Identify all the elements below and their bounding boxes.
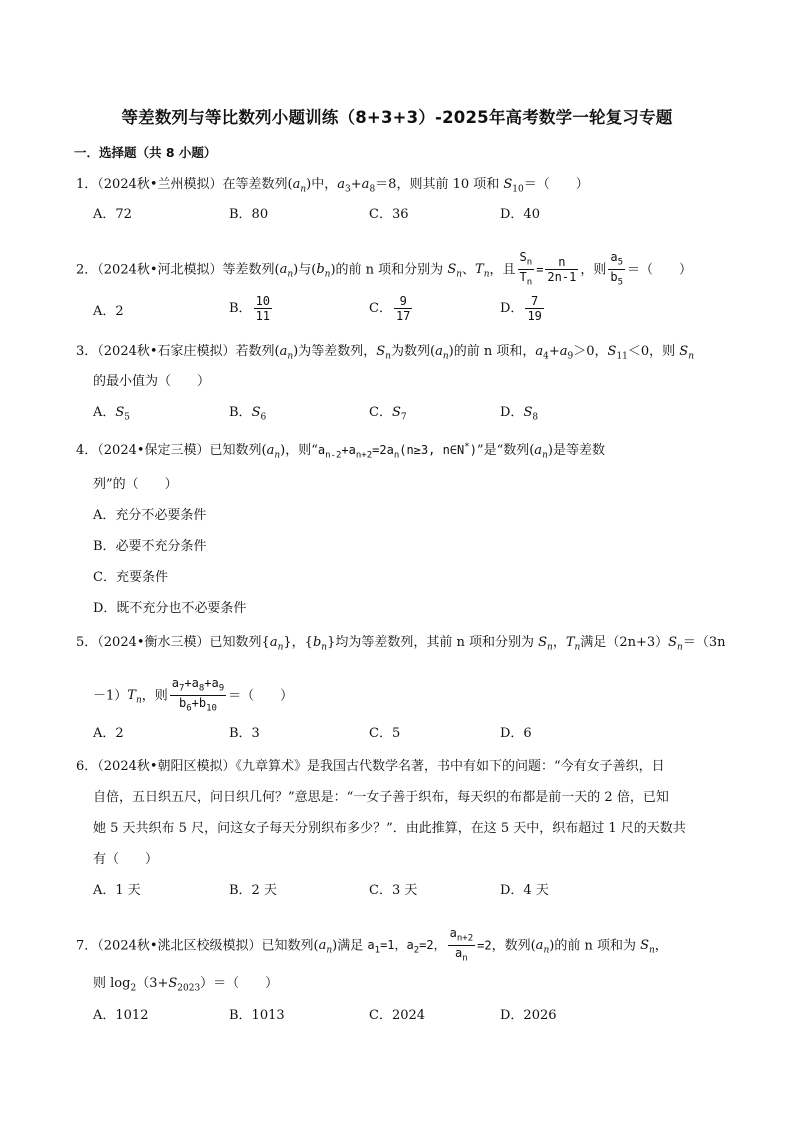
q1-option-a[interactable]: A．72: [93, 207, 132, 222]
q6-option-b[interactable]: B．2 天: [229, 883, 277, 898]
q6-option-c[interactable]: C．3 天: [369, 883, 418, 898]
q2-option-c[interactable]: C． $\frac{9}{17}$: [369, 294, 411, 323]
q4-option-b[interactable]: B．必要不充分条件: [93, 539, 207, 554]
q4-formula: $a_{n-2}+a_{n+2}=2a_n(n\ge 3$, n∈N*): [317, 442, 477, 461]
q3-option-d[interactable]: D．$S_8$: [500, 405, 539, 423]
q3-option-c[interactable]: C．$S_7$: [369, 405, 407, 423]
q1-option-c[interactable]: C．36: [369, 207, 409, 222]
question-1: 1．（2024秋•兰州模拟）在等差数列$(a_n)$中，$a_3+a_8=8$，则其前 10 项和 $S_{10}=$（ ）: [76, 177, 589, 195]
q2-ratio-fraction: $\frac{S_n}{T_n}$: [519, 250, 533, 288]
q2-option-a[interactable]: A．2: [93, 304, 124, 319]
q4-option-d[interactable]: D．既不充分也不必要条件: [93, 601, 247, 616]
q7-fraction: $\frac{a_{n+2}}{a_n}$: [449, 926, 474, 964]
q4-option-a[interactable]: A．充分不必要条件: [93, 508, 207, 523]
q2-option-b[interactable]: B． $\frac{10}{11}$: [229, 294, 271, 323]
q7-option-d[interactable]: D．2026: [500, 1008, 557, 1023]
question-5-line-2: $-1)T_n$，则 $\frac{a_7+a_8+a_9}{b_6+b_{10}}$ ＝（ ）: [93, 676, 294, 714]
q1-option-b[interactable]: B．80: [229, 207, 269, 222]
q7-option-b[interactable]: B．1013: [229, 1008, 285, 1023]
q7-option-a[interactable]: A．1012: [93, 1008, 149, 1023]
q4-option-c[interactable]: C．充要条件: [93, 570, 168, 585]
q5-option-c[interactable]: C．5: [369, 726, 401, 741]
q6-option-d[interactable]: D．4 天: [500, 883, 549, 898]
q2-n-fraction: $\frac{n}{2n-1}$: [547, 255, 577, 285]
question-6-line-2: 自倍，五日织五尺，问日织几何？”意思是：“一女子善于织布，每天织的布都是前一天的 2 倍，已知: [93, 790, 669, 805]
section-heading: 一．选择题（共 8 小题）: [74, 145, 217, 160]
question-5: 5．（2024•衡水三模）已知数列$\{a_n\}$，$\{b_n\}$均为等差数列，其前 n 项和分别为 $S_n$，$T_n$满足$(2n+3)S_n=(3n$: [76, 635, 726, 653]
question-7-line-2: 则 $\log_2(3+S_{2023})=$（ ）: [93, 976, 279, 994]
q6-option-a[interactable]: A．1 天: [93, 883, 141, 898]
page-title: 等差数列与等比数列小题训练（8+3+3）-2025年高考数学一轮复习专题: [121, 108, 673, 127]
q3-option-a[interactable]: A．$S_5$: [93, 405, 131, 423]
q5-fraction: $\frac{a_7+a_8+a_9}{b_6+b_{10}}$: [171, 676, 225, 714]
question-7: 7．（2024秋•洮北区校级模拟）已知数列$(a_n)$满足 $a_1=1$，$a_2=2$， $\frac{a_{n+2}}{a_n}$ =2，数列$(a_n)$的前 n 项和为 $S_n$，: [76, 926, 668, 964]
q5-option-a[interactable]: A．2: [93, 726, 124, 741]
q7-option-c[interactable]: C．2024: [369, 1008, 426, 1023]
q3-option-b[interactable]: B．$S_6$: [229, 405, 267, 423]
question-4-line-2: 列”的（ ）: [93, 477, 178, 492]
question-3-line-2: 的最小值为（ ）: [93, 374, 211, 389]
q5-option-b[interactable]: B．3: [229, 726, 260, 741]
q1-option-d[interactable]: D．40: [500, 207, 540, 222]
question-6-line-3: 她 5 天共织布 5 尺，问这女子每天分别织布多少？”．由此推算，在这 5 天中，织布超过 1 尺的天数共: [93, 821, 686, 836]
question-4: 4．（2024•保定三模）已知数列$(a_n)$，则“$a_{n-2}+a_{n+2}=2a_n(n\ge 3$, n∈N*)”是“数列$(a_n)$是等差数: [76, 442, 605, 461]
question-6: 6．（2024秋•朝阳区模拟）《九章算术》是我国古代数学名著，书中有如下的问题：“今有女子善织，日: [76, 759, 665, 774]
q5-option-d[interactable]: D．6: [500, 726, 532, 741]
question-3: 3．（2024秋•石家庄模拟）若数列$(a_n)$为等差数列，$S_n$为数列$(a_n)$的前 n 项和，$a_4+a_9>0$，$S_{11}<0$，则 $S_n$: [76, 344, 694, 362]
question-6-line-4: 有（ ）: [93, 852, 159, 867]
q2-option-d[interactable]: D． $\frac{7}{19}$: [500, 294, 542, 323]
q2-target-fraction: $\frac{a_5}{b_5}$: [610, 250, 623, 288]
question-2: 2．（2024秋•河北模拟）等差数列$(a_n)$与$(b_n)$的前 n 项和分别为 $S_n$、$T_n$，且 $\frac{S_n}{T_n}$ = $\frac{n}{2n-1}$ ，则 $\frac{a_5}{b_5}$ ＝（ ）: [76, 250, 693, 288]
